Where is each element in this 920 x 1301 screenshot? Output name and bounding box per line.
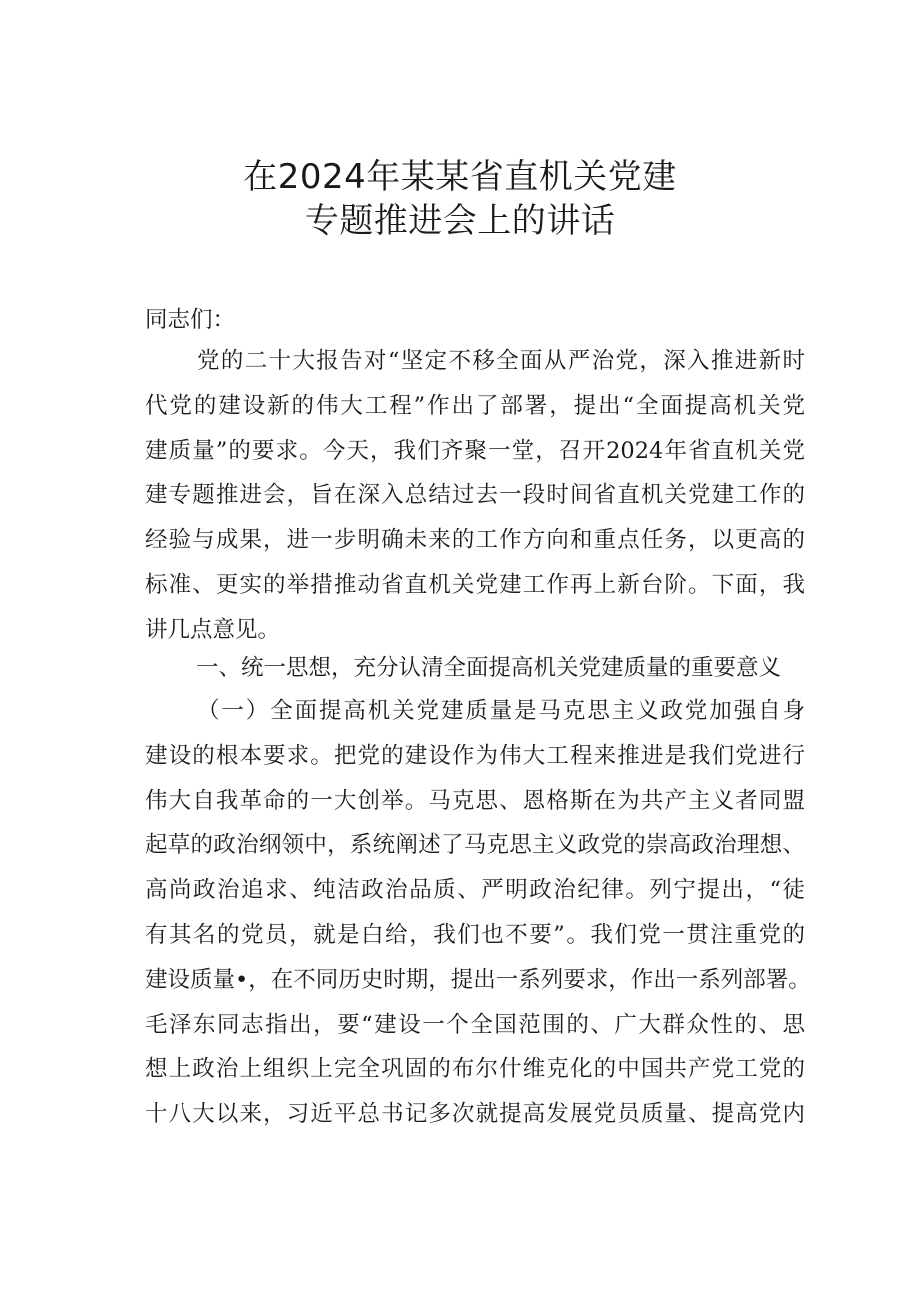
paragraph-line: 毛泽东同志指出，要“建设一个全国范围的、广大群众性的、思 (145, 1011, 805, 1038)
paragraph-line: 建设的根本要求。把党的建设作为伟大工程来推进是我们党进行 (145, 742, 805, 769)
paragraph-line: 建质量”的要求。今天，我们齐聚一堂，召开2024年省直机关党 (145, 437, 805, 464)
paragraph-line: 经验与成果，进一步明确未来的工作方向和重点任务，以更高的 (145, 527, 805, 554)
paragraph-line: 想上政治上组织上完全巩固的布尔什维克化的中国共产党工党的 (145, 1056, 805, 1083)
paragraph-line: （一）全面提高机关党建质量是马克思主义政党加强自身 (197, 698, 805, 724)
salutation: 同志们： (145, 307, 236, 333)
document-title-line-1: 在2024年某某省直机关党建 (243, 157, 677, 197)
paragraph-line: 高尚政治追求、纯洁政治品质、严明政治纪律。列宁提出，“徒 (145, 877, 805, 904)
paragraph-intro (145, 339, 805, 653)
paragraph-line: 有其名的党员，就是白给，我们也不要”。我们党一贯注重党的 (145, 921, 805, 948)
paragraph-line: 建设质量•，在不同历史时期，提出一系列要求，作出一系列部署。 (145, 966, 811, 993)
paragraph-line: 建专题推进会，旨在深入总结过去一段时间省直机关党建工作的 (145, 482, 805, 509)
document-title-line-2: 专题推进会上的讲话 (304, 201, 616, 241)
paragraph-line: 讲几点意见。 (145, 616, 281, 643)
paragraph-line: 十八大以来，习近平总书记多次就提高发展党员质量、提高党内 (145, 1101, 805, 1128)
paragraph-line: 标准、更实的举措推动省直机关党建工作再上新台阶。下面，我 (145, 571, 805, 598)
paragraph-line: 代党的建设新的伟大工程”作出了部署，提出“全面提高机关党 (145, 392, 805, 419)
paragraph-line: 伟大自我革命的一大创举。马克思、恩格斯在为共产主义者同盟 (145, 787, 805, 814)
paragraph-section-1-1 (145, 689, 811, 1137)
section-heading-1: 一、统一思想，充分认清全面提高机关党建质量的重要意义 (196, 655, 782, 681)
paragraph-line: 党的二十大报告对“坚定不移全面从严治党，深入推进新时 (197, 348, 805, 374)
paragraph-line: 起草的政治纲领中，系统阐述了马克思主义政党的崇高政治理想、 (145, 832, 805, 859)
